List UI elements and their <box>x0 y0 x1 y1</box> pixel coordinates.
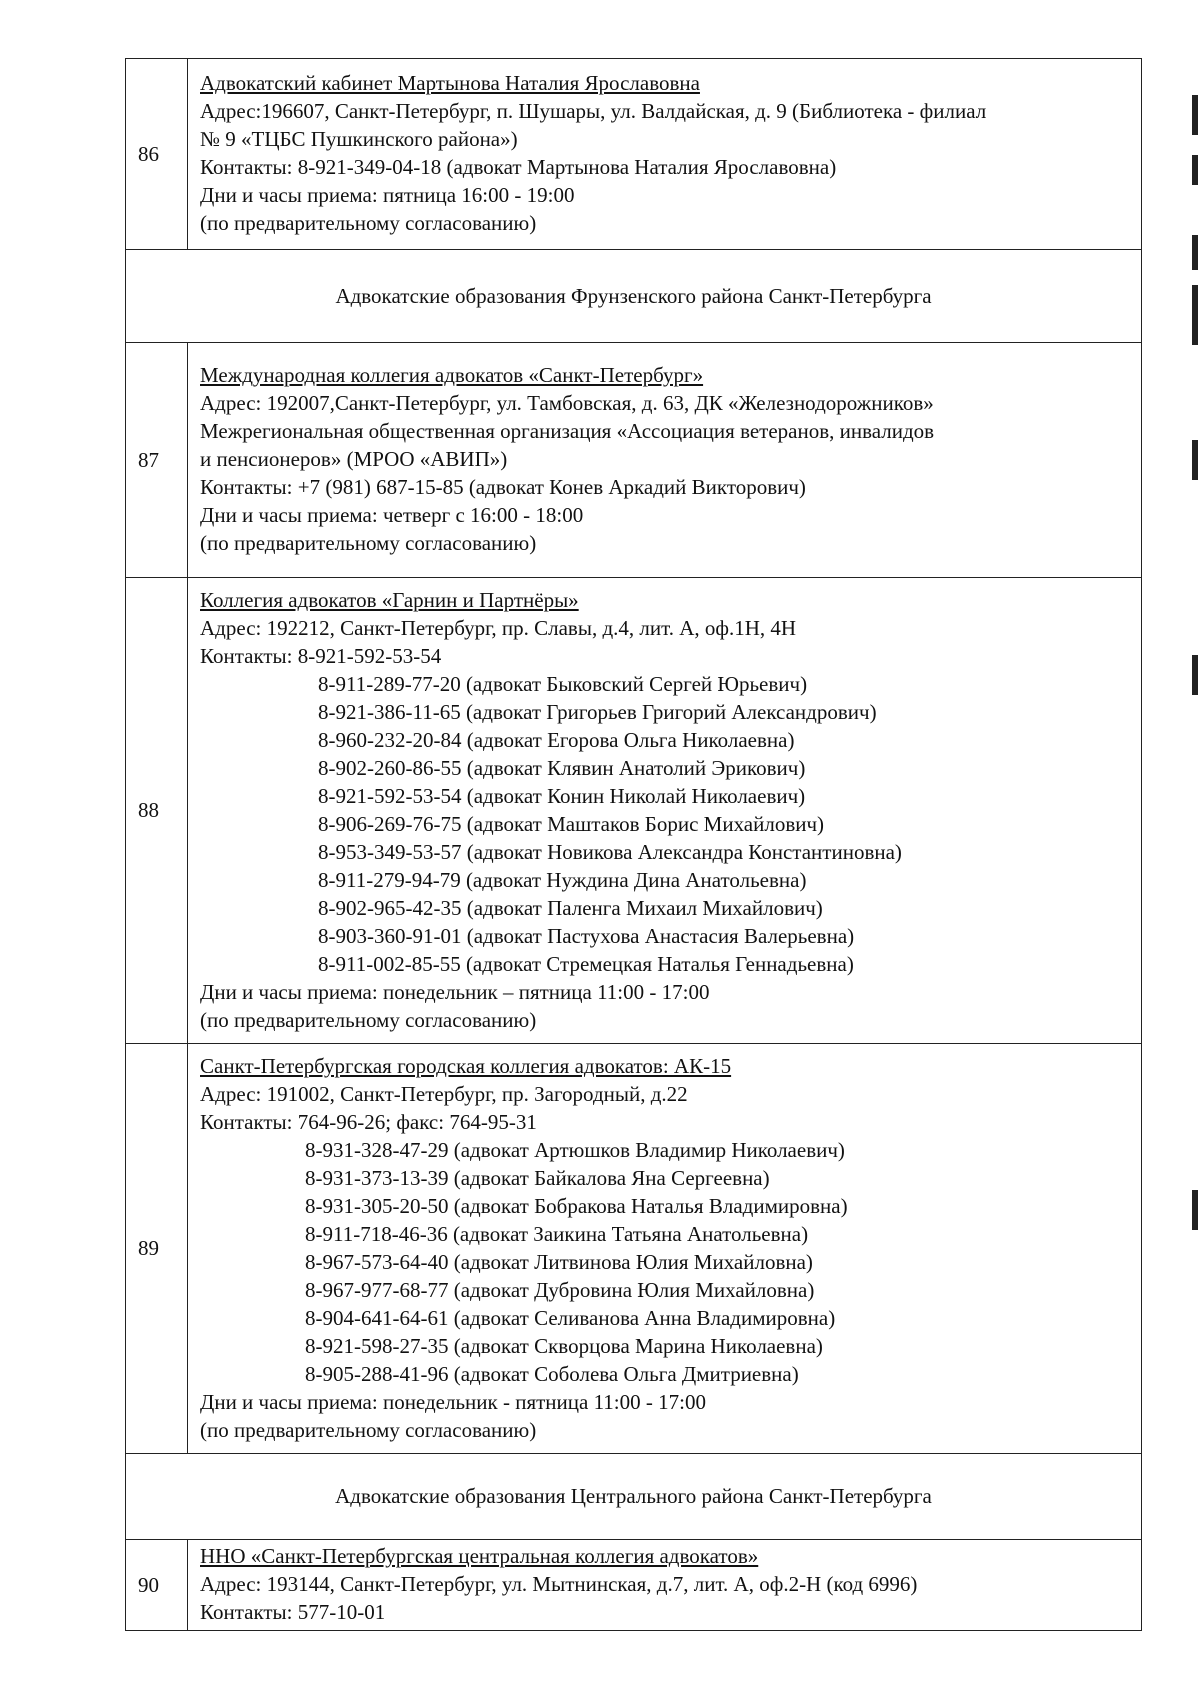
entry-address: Адрес: 191002, Санкт-Петербург, пр. Загородный, д.22 <box>200 1081 688 1106</box>
attorney-phone: 8-931-305-20-50 (адвокат Бобракова Наталья Владимировна) <box>305 1193 848 1218</box>
section-header-row <box>126 1454 1142 1540</box>
entry-number: 88 <box>126 578 188 1044</box>
entry-address-cont: № 9 «ТЦБС Пушкинского района») <box>200 127 518 151</box>
entry-contacts: Контакты: +7 (981) 687-15-85 (адвокат Конев Аркадий Викторович) <box>200 475 806 499</box>
entry-details <box>188 343 1142 578</box>
attorney-phone: 8-911-718-46-36 (адвокат Заикина Татьяна Анатольевна) <box>305 1221 809 1246</box>
attorney-phone: 8-921-592-53-54 (адвокат Конин Николай Николаевич) <box>318 783 806 808</box>
attorney-phone: 8-904-641-64-61 (адвокат Селиванова Анна Владимировна) <box>305 1305 836 1330</box>
entry-contacts: Контакты: 8-921-349-04-18 (адвокат Мартынова Наталия Ярославовна) <box>200 155 837 179</box>
section-title-centralny: Адвокатские образования Центрального района Санкт-Петербурга <box>126 1454 1142 1540</box>
entry-details <box>188 1540 1142 1631</box>
entry-contacts: Контакты: 8-921-592-53-54 <box>200 643 442 668</box>
scan-edge-mark <box>1192 655 1198 695</box>
section-title-frunzensky: Адвокатские образования Фрунзенского района Санкт-Петербурга <box>126 250 1142 343</box>
entry-hours: Дни и часы приема: четверг с 16:00 - 18:00 <box>200 503 584 527</box>
entry-address: Адрес: 192007,Санкт-Петербург, ул. Тамбовская, д. 63, ДК «Железнодорожников» <box>200 391 934 415</box>
attorney-phone: 8-911-289-77-20 (адвокат Быковский Сергей Юрьевич) <box>318 671 808 696</box>
attorney-phone: 8-906-269-76-75 (адвокат Маштаков Борис Михайлович) <box>318 811 825 836</box>
attorney-phone: 8-911-279-94-79 (адвокат Нуждина Дина Анатольевна) <box>318 867 807 892</box>
attorney-phone: 8-911-002-85-55 (адвокат Стремецкая Наталья Геннадьевна) <box>318 951 854 976</box>
attorney-phone: 8-967-977-68-77 (адвокат Дубровина Юлия Михайловна) <box>305 1277 815 1302</box>
attorney-phone: 8-967-573-64-40 (адвокат Литвинова Юлия Михайловна) <box>305 1249 813 1274</box>
entry-details <box>188 1044 1142 1454</box>
attorney-phone: 8-931-328-47-29 (адвокат Артюшков Владимир Николаевич) <box>305 1137 845 1162</box>
entry-number: 87 <box>126 343 188 578</box>
entry-address: Адрес: 192212, Санкт-Петербург, пр. Славы, д.4, лит. А, оф.1Н, 4Н <box>200 615 797 640</box>
entry-hours: Дни и часы приема: понедельник – пятница 11:00 - 17:00 <box>200 979 710 1004</box>
scan-edge-mark <box>1192 285 1198 345</box>
entry-note: (по предварительному согласованию) <box>200 1007 537 1032</box>
entry-title: ННО «Санкт-Петербургская центральная коллегия адвокатов» <box>200 1544 759 1568</box>
table-row <box>126 343 1142 578</box>
attorney-phone: 8-921-598-27-35 (адвокат Скворцова Марина Николаевна) <box>305 1333 823 1358</box>
entry-note: (по предварительному согласованию) <box>200 1417 537 1442</box>
entry-note: (по предварительному согласованию) <box>200 211 537 235</box>
entry-details <box>188 578 1142 1044</box>
scan-edge-mark <box>1192 440 1198 480</box>
scan-edge-mark <box>1192 235 1198 270</box>
attorney-phone: 8-953-349-53-57 (адвокат Новикова Александра Константиновна) <box>318 839 902 864</box>
scan-edge-mark <box>1192 155 1198 185</box>
scan-edge-mark <box>1192 1190 1198 1230</box>
entry-address: Адрес:196607, Санкт-Петербург, п. Шушары, ул. Валдайская, д. 9 (Библиотека - филиал <box>200 99 987 123</box>
entry-contacts: Контакты: 764-96-26; факс: 764-95-31 <box>200 1109 537 1134</box>
table-row <box>126 1540 1142 1631</box>
attorney-phone: 8-902-260-86-55 (адвокат Клявин Анатолий Эрикович) <box>318 755 806 780</box>
table-row <box>126 578 1142 1044</box>
entry-title: Адвокатский кабинет Мартынова Наталия Ярославовна <box>200 71 700 95</box>
entry-note: (по предварительному согласованию) <box>200 531 537 555</box>
attorney-phone: 8-921-386-11-65 (адвокат Григорьев Григорий Александрович) <box>318 699 877 724</box>
attorney-phone: 8-902-965-42-35 (адвокат Паленга Михаил Михайлович) <box>318 895 823 920</box>
entry-organization: Межрегиональная общественная организация «Ассоциация ветеранов, инвалидов <box>200 419 935 443</box>
entry-title: Санкт-Петербургская городская коллегия адвокатов: АК-15 <box>200 1053 732 1078</box>
entry-number: 86 <box>126 59 188 250</box>
advocates-registry-table <box>125 58 1142 1631</box>
entry-address: Адрес: 193144, Санкт-Петербург, ул. Мытнинская, д.7, лит. А, оф.2-Н (код 6996) <box>200 1572 918 1596</box>
entry-organization-cont: и пенсионеров» (МРОО «АВИП») <box>200 447 508 471</box>
table-row <box>126 1044 1142 1454</box>
entry-title: Коллегия адвокатов «Гарнин и Партнёры» <box>200 587 579 612</box>
attorney-phone: 8-931-373-13-39 (адвокат Байкалова Яна Сергеевна) <box>305 1165 770 1190</box>
attorney-phone: 8-903-360-91-01 (адвокат Пастухова Анастасия Валерьевна) <box>318 923 855 948</box>
scan-edge-mark <box>1192 95 1198 135</box>
section-header-row <box>126 250 1142 343</box>
entry-hours: Дни и часы приема: пятница 16:00 - 19:00 <box>200 183 575 207</box>
entry-title: Международная коллегия адвокатов «Санкт-Петербург» <box>200 363 704 387</box>
entry-contacts: Контакты: 577-10-01 <box>200 1600 386 1624</box>
entry-details <box>188 59 1142 250</box>
entry-hours: Дни и часы приема: понедельник - пятница 11:00 - 17:00 <box>200 1389 706 1414</box>
table-row <box>126 59 1142 250</box>
entry-number: 89 <box>126 1044 188 1454</box>
attorney-phone: 8-905-288-41-96 (адвокат Соболева Ольга Дмитриевна) <box>305 1361 799 1386</box>
attorney-phone: 8-960-232-20-84 (адвокат Егорова Ольга Николаевна) <box>318 727 795 752</box>
entry-number: 90 <box>126 1540 188 1631</box>
